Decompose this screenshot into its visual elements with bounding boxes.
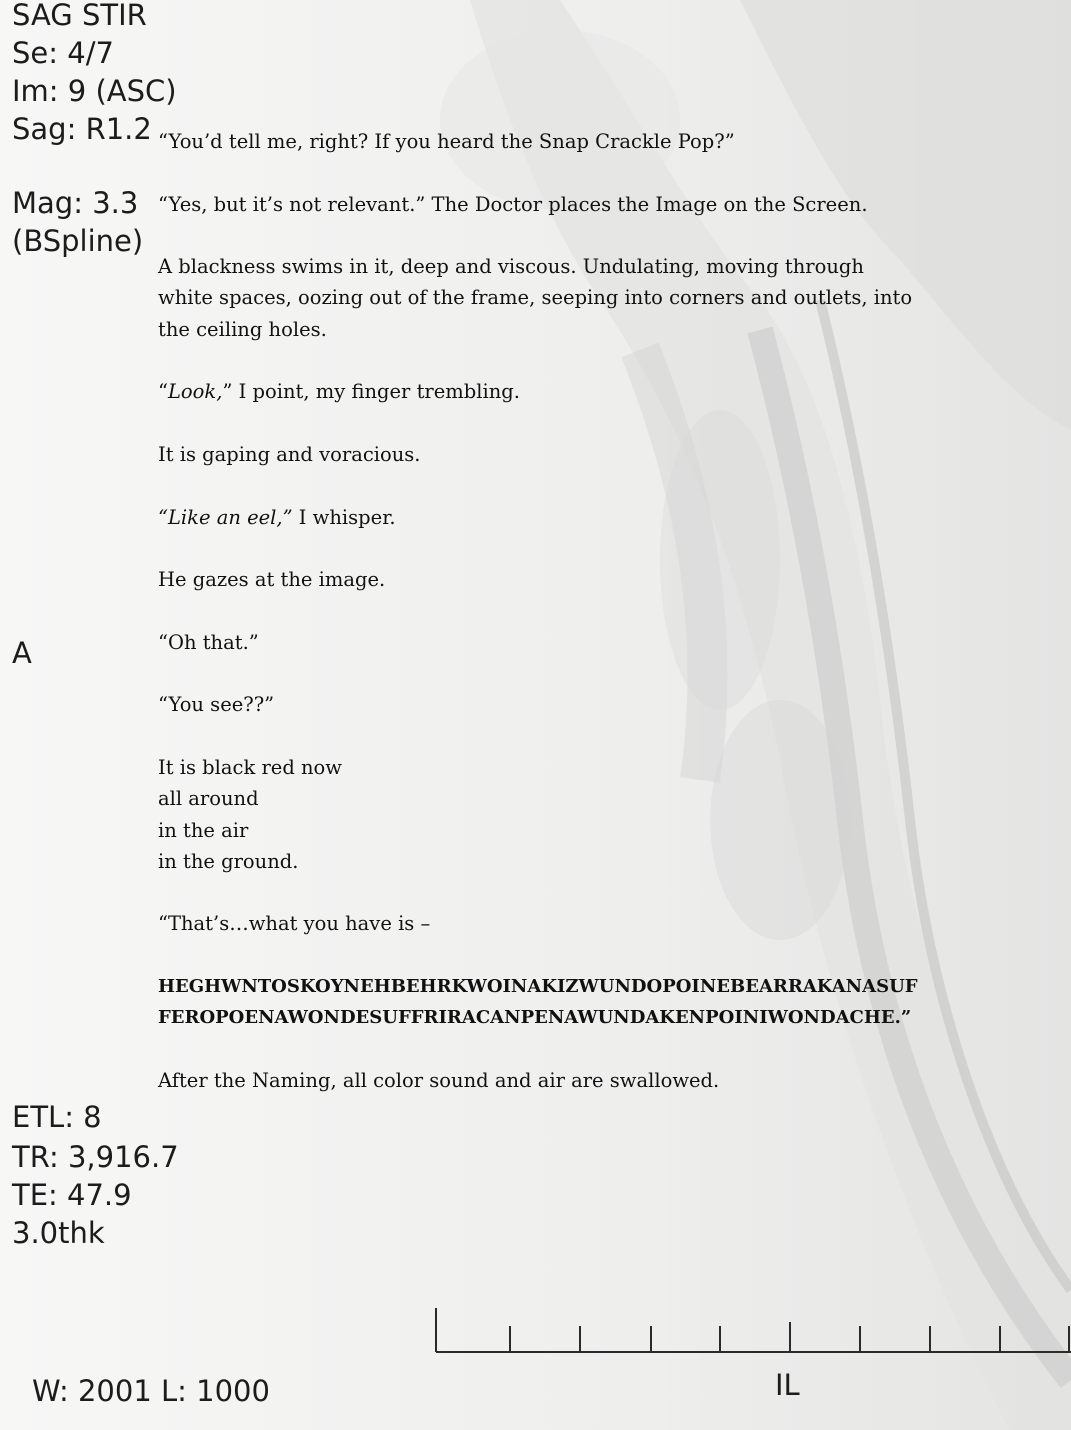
poem-line: all around — [158, 787, 259, 811]
series-description: SAG STIR — [12, 0, 147, 32]
repetition-time: TR: 3,916.7 — [12, 1140, 179, 1174]
poem-line: It is black red now — [158, 755, 342, 779]
story-text — [158, 126, 918, 1128]
echo-time: TE: 47.9 — [12, 1178, 132, 1212]
paragraph-1: “You’d tell me, right? If you heard the Snap Crackle Pop?” — [158, 130, 735, 153]
naming-word: HEGHWNTOSKOYNEHBEHRKWOINAKIZWUNDOPOINEBEARRAKANASUFFEROPOENAWONDESUFFRIRACANPENAWUNDAKENPOINIWONDACHE.” — [158, 976, 918, 1029]
echo-train-length: ETL: 8 — [12, 1100, 102, 1134]
paragraph-5: It is gaping and voracious. — [158, 442, 421, 466]
window-level: W: 2001 L: 1000 — [32, 1374, 270, 1408]
paragraph-11: After the Naming, all color sound and air are swallowed. — [158, 1068, 720, 1092]
paragraph-4: “Look,” I point, my finger trembling. — [158, 380, 520, 404]
paragraph-7: He gazes at the image. — [158, 568, 386, 592]
magnification: Mag: 3.3 — [12, 186, 139, 220]
paragraph-10: “That’s…what you have is – — [158, 912, 431, 936]
poem-stanza — [158, 752, 918, 877]
paragraph-3: A blackness swims in it, deep and viscous. Undulating, moving through white spaces, oozing out of the frame, seeping into corners and outlets, into the ceiling holes. — [158, 255, 913, 341]
paragraph-6: “Like an eel,” I whisper. — [158, 505, 396, 529]
series-number: Se: 4/7 — [12, 36, 114, 70]
paragraph-9: “You see??” — [158, 693, 275, 717]
interpolation: (BSpline) — [12, 224, 144, 258]
slice-thickness: 3.0thk — [12, 1216, 105, 1250]
orientation-marker-left: A — [12, 636, 32, 670]
orientation-marker-bottom: IL — [775, 1368, 800, 1402]
paragraph-8: “Oh that.” — [158, 630, 259, 654]
poem-line: in the air — [158, 818, 249, 842]
slice-position: Sag: R1.2 — [12, 112, 152, 146]
image-number: Im: 9 (ASC) — [12, 74, 177, 108]
paragraph-2: “Yes, but it’s not relevant.” The Doctor places the Image on the Screen. — [158, 192, 868, 216]
poem-line: in the ground. — [158, 849, 299, 873]
